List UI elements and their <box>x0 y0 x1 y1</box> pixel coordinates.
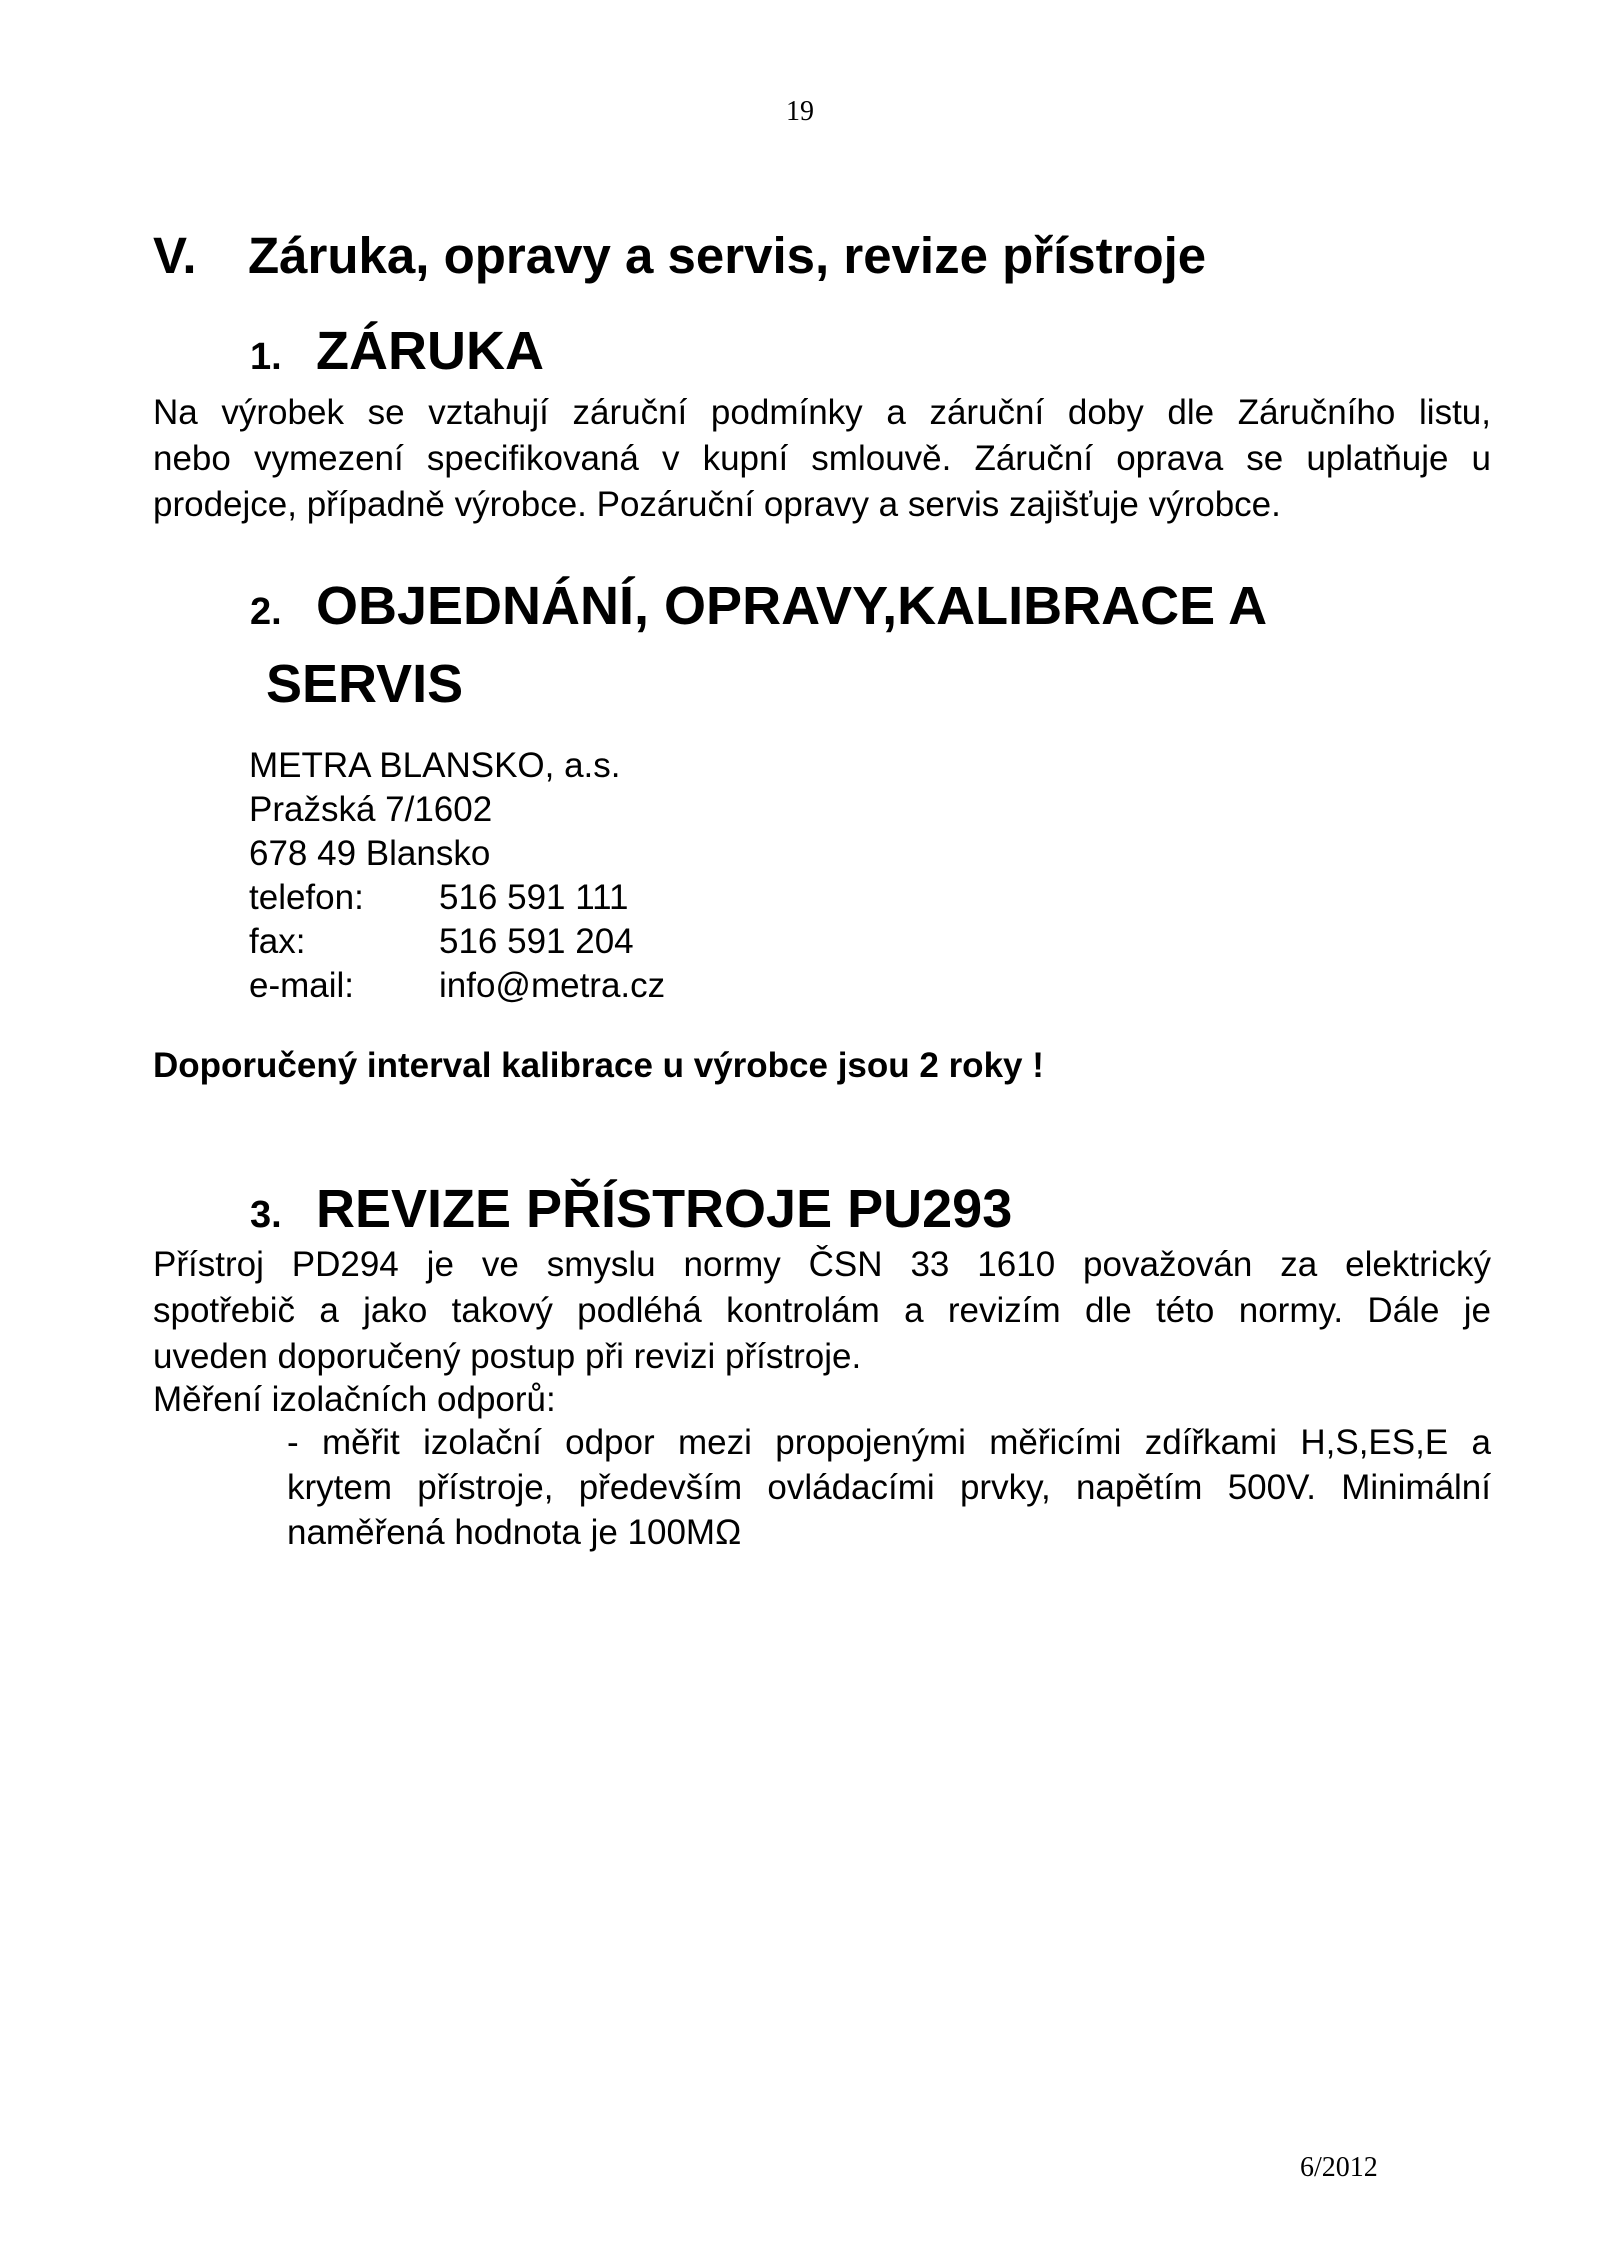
email-row <box>249 964 665 1008</box>
section-2-number: 2. <box>250 591 282 633</box>
section-2-title-line-2: SERVIS <box>266 654 464 714</box>
paragraph-line: uveden doporučený postup při revizi přístroje. <box>153 1337 862 1376</box>
chapter-heading <box>153 226 1206 285</box>
phone-row <box>249 876 665 920</box>
section-1-paragraph <box>153 390 1491 528</box>
section-2-heading <box>250 574 1267 716</box>
page-number: 19 <box>786 96 814 127</box>
section-1-title: ZÁRUKA <box>316 321 544 381</box>
phone-number: 516 591 111 <box>439 878 629 917</box>
chapter-number: V. <box>153 227 197 284</box>
paragraph-line: spotřebič a jako takový podléhá kontrolám a revizím dle této normy. Dále je <box>153 1291 1491 1330</box>
bullet-line: krytem přístroje, především ovládacími prvky, napětím 500V. Minimální <box>287 1468 1491 1507</box>
email-address: info@metra.cz <box>439 966 666 1005</box>
paragraph-line: nebo vymezení specifikovaná v kupní smlouvě. Záruční oprava se uplatňuje u <box>153 439 1491 478</box>
email-label: e-mail: <box>249 966 355 1005</box>
section-3-title: REVIZE PŘÍSTROJE PU293 <box>316 1179 1013 1239</box>
bullet-line: - měřit izolační odpor mezi propojenými měřicími zdířkami H,S,ES,E a <box>287 1423 1491 1462</box>
city-address: 678 49 Blansko <box>249 834 491 873</box>
section-1-heading <box>250 320 544 382</box>
street-address: Pražská 7/1602 <box>249 790 493 829</box>
insulation-measurement-item <box>287 1420 1491 1555</box>
fax-label: fax: <box>249 922 306 961</box>
company-name: METRA BLANSKO, a.s. <box>249 746 621 785</box>
bullet-line: naměřená hodnota je 100MΩ <box>287 1513 742 1552</box>
section-1-number: 1. <box>250 336 282 378</box>
paragraph-line: Na výrobek se vztahují záruční podmínky a záruční doby dle Záručního listu, <box>153 393 1491 432</box>
paragraph-line: prodejce, případně výrobce. Pozáruční opravy a servis zajišťuje výrobce. <box>153 485 1281 524</box>
insulation-measurement-label: Měření izolačních odporů: <box>153 1380 556 1419</box>
section-3-number: 3. <box>250 1194 282 1236</box>
paragraph-line: Přístroj PD294 je ve smyslu normy ČSN 33 1610 považován za elektrický <box>153 1245 1491 1284</box>
calibration-notice: Doporučený interval kalibrace u výrobce jsou 2 roky ! <box>153 1046 1044 1085</box>
phone-label: telefon: <box>249 878 364 917</box>
fax-row <box>249 920 665 964</box>
chapter-title: Záruka, opravy a servis, revize přístroje <box>248 227 1207 284</box>
section-3-paragraph <box>153 1242 1491 1380</box>
fax-number: 516 591 204 <box>439 922 634 961</box>
service-address <box>249 744 665 1008</box>
footer-date: 6/2012 <box>1300 2152 1378 2183</box>
section-3-heading <box>250 1178 1012 1240</box>
section-2-title-line-1: OBJEDNÁNÍ, OPRAVY,KALIBRACE A <box>316 576 1268 636</box>
